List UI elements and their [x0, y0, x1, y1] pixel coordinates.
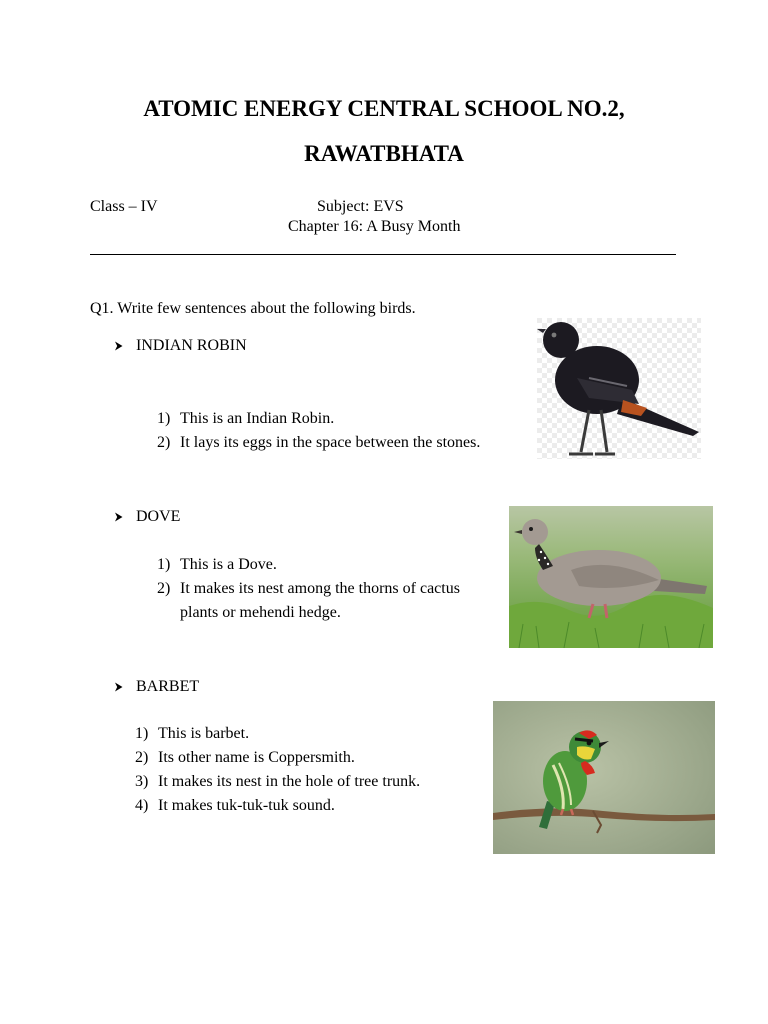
point-text: It makes its nest in the hole of tree trunk. — [158, 773, 421, 790]
point-text: This is a Dove. — [180, 556, 277, 573]
dove-point-1 — [157, 556, 277, 574]
point-number: 1) — [135, 725, 149, 742]
indian-robin-photo — [537, 318, 701, 459]
bird-name-dove: DOVE — [136, 508, 181, 525]
school-name-line2: RAWATBHATA — [304, 141, 464, 166]
arrow-bullet-icon — [114, 341, 123, 351]
barbet-photo — [493, 701, 715, 854]
point-text: It lays its eggs in the space between the stones. — [180, 434, 481, 451]
barbet-point-2 — [135, 749, 355, 767]
arrow-bullet-icon — [114, 512, 123, 522]
dove-point-2-continuation: plants or mehendi hedge. — [180, 604, 341, 621]
dove-photo — [509, 506, 713, 648]
point-number: 1) — [157, 410, 171, 427]
arrow-bullet-icon — [114, 682, 123, 692]
point-text: This is an Indian Robin. — [180, 410, 335, 427]
robin-point-2 — [157, 434, 480, 452]
point-number: 2) — [157, 580, 171, 597]
point-number: 4) — [135, 797, 149, 814]
bird-heading-barbet — [114, 678, 199, 696]
subject-label: Subject: EVS — [317, 198, 404, 215]
chapter-label: Chapter 16: A Busy Month — [288, 218, 461, 235]
dove-point-2 — [157, 580, 460, 598]
point-number: 2) — [157, 434, 171, 451]
barbet-point-1 — [135, 725, 249, 743]
point-text: Its other name is Coppersmith. — [158, 749, 355, 766]
robin-point-1 — [157, 410, 334, 428]
point-number: 1) — [157, 556, 171, 573]
point-text: It makes tuk-tuk-tuk sound. — [158, 797, 335, 814]
bird-name-barbet: BARBET — [136, 678, 200, 695]
bird-name-robin: INDIAN ROBIN — [136, 337, 247, 354]
point-number: 2) — [135, 749, 149, 766]
school-name-line1: ATOMIC ENERGY CENTRAL SCHOOL NO.2, — [143, 96, 625, 121]
point-text: This is barbet. — [158, 725, 250, 742]
class-label: Class – IV — [90, 198, 158, 215]
bird-heading-robin — [114, 337, 247, 355]
barbet-point-3 — [135, 773, 420, 791]
point-number: 3) — [135, 773, 149, 790]
barbet-point-4 — [135, 797, 335, 815]
point-text: It makes its nest among the thorns of cactus — [180, 580, 460, 597]
header-divider — [90, 254, 676, 255]
bird-heading-dove — [114, 508, 180, 526]
question-text: Q1. Write few sentences about the following birds. — [90, 300, 416, 317]
